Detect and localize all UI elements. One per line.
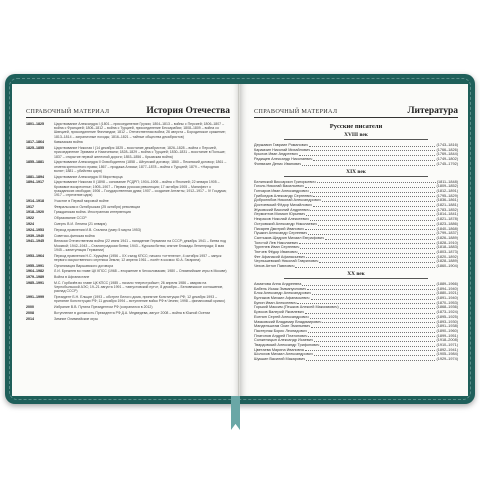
writer-dates: (1889–1966) <box>436 281 458 286</box>
writer-dates: (1745–1792) <box>436 161 458 166</box>
dot-leader <box>299 243 435 244</box>
right-header-title: Литература <box>407 106 458 116</box>
timeline-text: Период правления И.В. Сталина (умер 5 марта 1953) <box>54 227 141 232</box>
timeline-text: М.С. Горбачёв во главе ЦК КПСС (1985 – начало «перестройки»; 26 апреля 1986 – авария на Чернобыльской АЭС; 19–21 августа 1991 – «августовский путч», 8 декабря – Беловежское соглашение, распад СССР) <box>54 280 224 294</box>
timeline-entry <box>26 269 230 273</box>
timeline-entry <box>26 317 230 321</box>
writer-dates: (1823–1886) <box>436 221 458 226</box>
writer-row <box>254 357 458 362</box>
dot-leader <box>322 322 435 323</box>
writer-dates: (1905–1984) <box>436 352 458 357</box>
left-header-label: СПРАВОЧНЫЙ МАТЕРИАЛ <box>26 108 110 115</box>
writers-list <box>254 122 458 362</box>
timeline-year: 1924–1953 <box>26 227 44 232</box>
writer-dates: (1836–1861) <box>436 198 458 203</box>
writer-dates: (1814–1841) <box>436 212 458 217</box>
writer-dates: (1828–1910) <box>436 240 458 245</box>
writer-dates: (1783–1852) <box>436 207 458 212</box>
writer-name: Державин Гавриил Романович <box>254 143 308 147</box>
timeline-text: Великая Отечественная война (22 июня 1941 – нападение Германии на СССР; декабрь 1941 – битва под Москвой; 1942–1943 – Сталинградская битва; 1943 – Курская битва; снятие блокады Ленинграда; 8 мая 1945 – капитуляция Германии) <box>54 239 226 252</box>
dot-leader <box>302 165 435 166</box>
timeline-text: Кавказская война <box>54 140 83 145</box>
timeline-text: Война в Афганистане <box>54 275 90 280</box>
writer-dates: (1895–1925) <box>436 314 458 319</box>
dot-leader <box>311 327 435 328</box>
writer-name: Добролюбов Николай Александрович <box>254 198 321 203</box>
timeline-entry <box>26 305 230 309</box>
writer-name: Чехов Антон Павлович <box>254 264 295 269</box>
dot-leader <box>310 220 436 221</box>
dot-leader <box>320 346 435 347</box>
writer-dates: (1812–1891) <box>436 188 458 193</box>
writer-dates: (1868–1936) <box>436 305 458 310</box>
dot-leader <box>307 289 435 290</box>
writer-dates: (1769–1844) <box>436 152 458 157</box>
timeline-entry <box>26 175 230 179</box>
timeline-text: Царствование Александра I (1801 – присоединение Грузии; 1804–1813 – войны с Персией; 1806–1807 – война с Францией; 1806–1812 – война с Турцией, присоединение Бессарабии; 1808–1809 – война со Швецией, присоединение Финляндии; 1812 – Отечественная война; 26 августа – Бородинское сражение; 1813–1814 – заграничные походы; 1816–1821 – тайные общества декабристов) <box>54 122 226 139</box>
writer-name: Грибоедов Александр Сергеевич <box>254 193 313 198</box>
writer-dates: (1820–1892) <box>436 254 458 259</box>
writer-dates: (1910–1971) <box>436 343 458 348</box>
dot-leader <box>306 215 435 216</box>
writer-name: Шолохов Михаил Александрович <box>254 352 313 357</box>
dot-leader <box>313 206 436 207</box>
writer-dates: (1860–1904) <box>436 264 458 269</box>
dot-leader <box>311 299 436 300</box>
timeline-text: Гражданская война. Иностранная интервенция <box>54 210 131 215</box>
timeline-year: 2000 <box>26 305 34 310</box>
dot-leader <box>314 355 436 356</box>
timeline-year: 1855–1881 <box>26 160 44 165</box>
writer-dates: (1929–1974) <box>436 357 458 362</box>
timeline-entry <box>26 210 230 214</box>
writer-dates: (1880–1921) <box>436 291 458 296</box>
timeline-text: Период правления Н.С. Хрущёва (1956 – XX съезд КПСС; начало «оттепели», 4 октября 1957 – запуск первого искусственного спутника Земли; 12 апреля 1961 – полёт в космос Ю.А. Гагарина) <box>54 253 222 262</box>
writer-name: Жуковский Василий Андреевич <box>254 207 310 212</box>
century-heading: XX век <box>284 271 428 279</box>
writer-dates: (1899–1951) <box>436 333 458 338</box>
right-page <box>240 84 468 396</box>
writer-dates: (1826–1889) <box>436 235 458 240</box>
dot-leader <box>312 294 436 295</box>
century-heading: XVIII век <box>284 132 428 140</box>
dot-leader <box>319 262 435 263</box>
dot-leader <box>305 229 436 230</box>
dot-leader <box>313 196 435 197</box>
writer-name: Белинский Виссарион Григорьевич <box>254 179 316 184</box>
writer-name: Брюсов Валерий Яковлевич <box>254 310 304 315</box>
writer-dates: (1840–1868) <box>436 226 458 231</box>
dot-leader <box>310 210 435 211</box>
writer-dates: (1795–1829) <box>436 193 458 198</box>
writer-name: Фонвизин Денис Иванович <box>254 161 302 166</box>
writer-name: Достоевский Фёдор Михайлович <box>254 203 312 208</box>
writer-name: Гончаров Иван Александрович <box>254 188 309 193</box>
left-page <box>12 84 240 396</box>
dot-leader <box>322 201 436 202</box>
timeline-entry <box>26 180 230 197</box>
writer-name: Крылов Иван Андреевич <box>254 152 298 157</box>
writer-dates: (1749–1802) <box>436 157 458 162</box>
timeline-entry <box>26 160 230 173</box>
timeline-year: 1991–1999 <box>26 295 44 300</box>
writer-dates: (1893–1930) <box>436 319 458 324</box>
timeline-year: 1924 <box>26 222 34 226</box>
writer-dates: (1743–1816) <box>436 143 458 147</box>
writer-dates: (1828–1889) <box>436 259 458 264</box>
right-page-header <box>254 101 458 118</box>
dot-leader <box>299 155 436 156</box>
timeline-entry <box>26 222 230 226</box>
writer-dates: (1873–1924) <box>436 310 458 315</box>
writer-dates: (1821–1878) <box>436 217 458 222</box>
writer-dates: (1811–1848) <box>436 179 458 184</box>
dot-leader <box>297 303 435 304</box>
dot-leader <box>306 257 435 258</box>
timeline-text: Февральская и Октябрьская (25 октября) революции <box>54 204 141 209</box>
dot-leader <box>305 187 436 188</box>
writer-name: Булгаков Михаил Афанасьевич <box>254 295 310 300</box>
dot-leader <box>305 313 436 314</box>
timeline-entry <box>26 239 230 252</box>
writer-row <box>254 264 458 269</box>
section-title: Русские писатели <box>329 123 383 130</box>
timeline-year: 1964–1982 <box>26 269 44 274</box>
dot-leader <box>313 160 435 161</box>
timeline-year: 2008 <box>26 310 34 315</box>
dot-leader <box>309 146 436 147</box>
century-heading: XIX век <box>284 169 428 177</box>
writer-name: Лермонтов Михаил Юрьевич <box>254 212 306 217</box>
timeline-text: Царствование Александра III Миротворца <box>54 174 123 179</box>
writer-dates: (1803–1873) <box>436 250 458 255</box>
writer-name: Чернышевский Николай Гаврилович <box>254 259 319 264</box>
writer-name: Толстой Лев Николаевич <box>254 240 298 245</box>
right-header-label: СПРАВОЧНЫЙ МАТЕРИАЛ <box>254 108 338 115</box>
writer-name: Платонов Андрей Платонович <box>254 333 308 338</box>
writer-name: Гоголь Николай Васильевич <box>254 184 304 189</box>
bookmark-ribbon <box>231 396 240 430</box>
writer-dates: (1890–1960) <box>436 328 458 333</box>
left-header-title: История Отечества <box>146 106 230 116</box>
timeline-entry <box>26 146 230 159</box>
timeline-text: Организация Варшавского договора <box>54 263 114 268</box>
writer-name: Бабель Исаак Эммануилович <box>254 286 307 291</box>
timeline-year: 1817–1864 <box>26 140 44 145</box>
timeline-entry <box>26 264 230 268</box>
timeline-year: 1801–1825 <box>26 122 44 126</box>
writer-name: Маяковский Владимир Владимирович <box>254 319 322 324</box>
history-timeline <box>26 122 230 323</box>
dot-leader <box>305 350 436 351</box>
timeline-year: 1918–1920 <box>26 210 44 215</box>
dot-leader <box>308 234 435 235</box>
writer-name: Карамзин Николай Михайлович <box>254 147 311 152</box>
timeline-text: Царствование Александра II Освободителя (1858 – Айгунский договор; 1860 – Пекинский договор; 1861 – отмена крепостного права; 1867 – продажа Аляски; 1877–1878 – война с Турцией; 1879 – «Народная воля»; 1881 – убийство царя) <box>54 160 227 173</box>
timeline-text: Избрание В.В. Путина Президентом РФ (сохранился в 2012) <box>54 305 153 310</box>
writer-name: Пастернак Борис Леонидович <box>254 328 307 333</box>
dot-leader <box>340 308 436 309</box>
dot-leader <box>314 341 436 342</box>
writer-name: Пушкин Александр Сергеевич <box>254 231 308 236</box>
writer-name: Ахматова Анна Андреевна <box>254 281 302 286</box>
timeline-year: 1979–1989 <box>26 275 44 280</box>
writer-name: Шукшин Василий Макарович <box>254 357 306 362</box>
writer-dates: (1809–1852) <box>436 184 458 189</box>
timeline-year: 1953–1964 <box>26 253 44 258</box>
writer-name: Писарев Дмитрий Иванович <box>254 226 304 231</box>
timeline-text: Смерть В.И. Ленина (21 января) <box>54 222 107 226</box>
writer-dates: (1799–1837) <box>436 231 458 236</box>
timeline-text: Л.И. Брежнев во главе ЦК КПСС (1968 – вторжение в Чехословакию; 1980 – Олимпийские игры в Москве) <box>54 269 227 274</box>
timeline-text: Царствование Николая II (1898 – основание РСДРП; 1904–1905 – война с Японией; 22 января 1905 – Кровавое воскресенье; 1905–1907 – Первая русская революция; 17 октября 1905 – Манифест о гражданских свободах; 1906 – Государственная дума; 1907 – создание Антанты; 1912–1917 – IV Госдума; 1917 – отречение царя) <box>54 180 227 198</box>
writer-name: Солженицын Александр Исаевич <box>254 338 313 343</box>
timeline-text: Президент Б.Н. Ельцин (1993 – обстрел Белого дома, принятие Конституции РФ; 12 декабря 1993 – принятие Конституции РФ; 11 декабря 1994 – вступление войск РФ в Чечню; 1998 – финансовый кризис) <box>54 295 226 304</box>
timeline-year: 2014 <box>26 316 34 321</box>
timeline-entry <box>26 281 230 294</box>
writer-row <box>254 162 458 167</box>
dot-leader <box>310 318 436 319</box>
timeline-text: Царствование Николая I (14 декабря 1825 – восстание декабристов; 1826–1828 – война с Персией, присоединение Эривани и Нахичевани; 1828–1829 – война с Турцией; 1830–1831 – восстание в Польше; 1837 – открытие первой железной дороги; 1853–1856 – Крымская война) <box>54 146 226 159</box>
dot-leader <box>306 360 435 361</box>
dot-leader <box>302 285 435 286</box>
timeline-text: Советско-финская война <box>54 233 95 238</box>
writer-dates: (1870–1953) <box>436 300 458 305</box>
writer-dates: (1821–1881) <box>436 203 458 208</box>
dot-leader <box>298 253 435 254</box>
timeline-entry <box>26 295 230 303</box>
timeline-year: 1922 <box>26 216 34 221</box>
writer-name: Мандельштам Осип Эмильевич <box>254 324 311 329</box>
left-page-header <box>26 101 230 118</box>
timeline-year: 1985–1991 <box>26 280 44 285</box>
timeline-text: Вступление в должность Президента РФ Д.А. Медведева, август 2008 – война в Южной Осетии <box>54 310 211 315</box>
writer-name: Цветаева Марина Ивановна <box>254 347 304 352</box>
dot-leader <box>310 192 436 193</box>
writer-name: Фет Афанасий Афанасьевич <box>254 254 306 259</box>
writer-name: Твардовский Александр Трифонович <box>254 343 320 348</box>
timeline-year: 1914–1918 <box>26 198 44 203</box>
writer-name: Горький Максим (Пешков Алексей Максимович) <box>254 305 339 310</box>
writer-name: Бунин Иван Алексеевич <box>254 300 297 305</box>
writer-name: Тургенев Иван Сергеевич <box>254 245 300 250</box>
timeline-year: 1881–1894 <box>26 174 44 179</box>
timeline-entry <box>26 216 230 220</box>
timeline-year: 1955–1991 <box>26 263 44 268</box>
timeline-year: 1825–1855 <box>26 146 44 151</box>
timeline-year: 1917 <box>26 204 34 209</box>
writer-name: Салтыков-Щедрин Михаил Евграфович <box>254 235 325 240</box>
dot-leader <box>325 239 435 240</box>
timeline-entry <box>26 234 230 238</box>
writer-name: Островский Александр Николаевич <box>254 221 317 226</box>
dot-leader <box>308 332 436 333</box>
timeline-text: Зимние Олимпийские игры <box>54 316 99 321</box>
dot-leader <box>317 182 436 183</box>
dot-leader <box>318 225 436 226</box>
writer-dates: (1892–1941) <box>436 347 458 352</box>
writer-name: Некрасов Николай Алексеевич <box>254 217 309 222</box>
dot-leader <box>311 150 435 151</box>
dot-leader <box>308 336 435 337</box>
dot-leader <box>295 267 435 268</box>
timeline-entry <box>26 140 230 144</box>
timeline-text: Образование СССР <box>54 216 87 221</box>
timeline-entry <box>26 199 230 203</box>
writer-dates: (1818–1883) <box>436 245 458 250</box>
timeline-entry <box>26 205 230 209</box>
timeline-year: 1941–1945 <box>26 239 44 244</box>
timeline-year: 1894–1917 <box>26 180 44 185</box>
timeline-text: Участие в Первой мировой войне <box>54 198 109 203</box>
timeline-year: 1939–1940 <box>26 233 44 238</box>
timeline-entry <box>26 122 230 139</box>
dot-leader <box>300 248 435 249</box>
writer-name: Есенин Сергей Александрович <box>254 314 309 319</box>
writer-dates: (1891–1938) <box>436 324 458 329</box>
writer-dates: (1918–2008) <box>436 338 458 343</box>
writer-dates: (1766–1826) <box>436 147 458 152</box>
timeline-entry <box>26 228 230 232</box>
writer-name: Блок Александр Александрович <box>254 291 311 296</box>
writer-name: Радищев Александр Николаевич <box>254 157 313 162</box>
timeline-entry <box>26 275 230 279</box>
timeline-entry <box>26 311 230 315</box>
timeline-entry <box>26 254 230 262</box>
writer-dates: (1891–1940) <box>436 295 458 300</box>
writer-dates: (1894–1940) <box>436 286 458 291</box>
writer-name: Тютчев Фёдор Иванович <box>254 250 298 255</box>
